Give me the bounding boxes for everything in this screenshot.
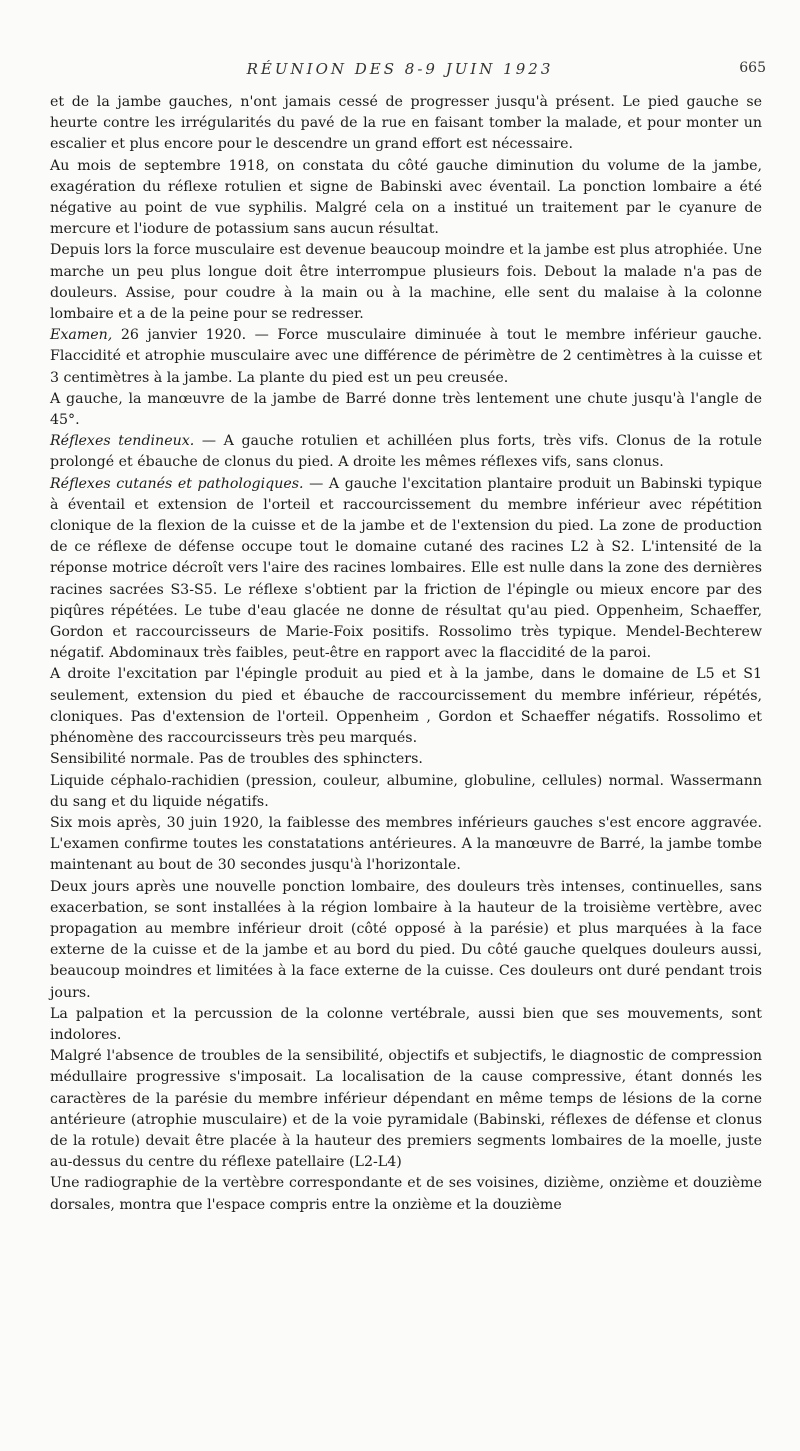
paragraph: Malgré l'absence de troubles de la sensibilité, objectifs et subjectifs, le diagnostic de compression médullaire progressive s'imposait. La localisation de la cause compressive, étant donnés les caractères de la parésie du membre inférieur dépendant en même temps de lésions de la corne antérieure (atrophie musculaire) et de la voie pyramidale (Babinski, réflexes de défense et clonus de la rotule) devait être placée à la hauteur des premiers segments lombaires de la moelle, juste au-dessus du centre du réflexe patellaire (L2-L4) bbox=[50, 1048, 762, 1171]
paragraph: Deux jours après une nouvelle ponction lombaire, des douleurs très intenses, continuelles, sans exacerbation, se sont installées à la région lombaire à la hauteur de la troisième vertèbre, avec propagation au membre inférieur droit (côté opposé à la parésie) et plus marquées à la face externe de la cuisse et de la jambe et au bord du pied. Du côté gauche quelques douleurs aussi, beaucoup moindres et limitées à la face externe de la cuisse. Ces douleurs ont duré pendant trois jours. bbox=[50, 878, 762, 1001]
paragraph: Réflexes tendineux. — A gauche rotulien et achilléen plus forts, très vifs. Clonus de la rotule prolongé et ébauche de clonus du pied. A droite les mêmes réflexes vifs, sans clonus. bbox=[50, 433, 762, 471]
paragraph: A gauche, la manœuvre de la jambe de Barré donne très lentement une chute jusqu'à l'angle de 45°. bbox=[50, 390, 762, 429]
paragraph: Depuis lors la force musculaire est devenue beaucoup moindre et la jambe est plus atrophiée. Une marche un peu plus longue doit être interrompue plusieurs fois. Debout la malade n'a pas de douleurs. Assise, pour coudre à la main ou à la machine, elle sent du malaise à la colonne lombaire et a de la peine pour se redresser. bbox=[50, 242, 762, 323]
paragraph: Au mois de septembre 1918, on constata du côté gauche diminution du volume de la jambe, exagération du réflexe rotulien et signe de Babinski avec éventail. La ponction lombaire a été négative au point de vue syphilis. Malgré cela on a institué un traitement par le cyanure de mercure et l'iodure de potassium sans aucun résultat. bbox=[50, 157, 762, 238]
paragraph: Six mois après, 30 juin 1920, la faiblesse des membres inférieurs gauches s'est encore aggravée. L'examen confirme toutes les constatations antérieures. A la manœuvre de Barré, la jambe tombe maintenant au bout de 30 secondes jusqu'à l'horizontale. bbox=[50, 814, 762, 874]
paragraph: Réflexes cutanés et pathologiques. — A gauche l'excitation plantaire produit un Babinski typique à éventail et extension de l'orteil et raccourcissement du membre inférieur avec répétition clonique de la flexion de la cuisse et de la jambe et de l'extension du pied. La zone de production de ce réflexe de défense occupe tout le domaine cutané des racines L2 à S2. L'intensité de la réponse motrice décroît vers l'aire des racines lombaires. Elle est nulle dans la zone des dernières racines sacrées S3-S5. Le réflexe s'obtient par la friction de l'épingle ou mieux encore par des piqûres répétées. Le tube d'eau glacée ne donne de résultat qu'au pied. Oppenheim, Schaeffer, Gordon et raccourcisseurs de Marie-Foix positifs. Rossolimo très typique. Mendel-Bechterew négatif. Abdominaux très faibles, peut-être en rapport avec la flaccidité de la paroi. bbox=[50, 475, 763, 662]
page-header bbox=[0, 60, 800, 84]
paragraph-lead: Examen, bbox=[50, 327, 113, 344]
running-title: RÉUNION DES 8-9 JUIN 1923 bbox=[246, 60, 554, 78]
paragraph-lead: Réflexes cutanés et pathologiques. bbox=[50, 475, 304, 492]
paragraph: Sensibilité normale. Pas de troubles des sphincters. bbox=[50, 751, 423, 768]
paragraph: et de la jambe gauches, n'ont jamais cessé de progresser jusqu'à présent. Le pied gauche se heurte contre les irrégularités du pavé de la rue en faisant tomber la malade, et pour monter un escalier et plus encore pour le descendre un grand effort est nécessaire. bbox=[50, 94, 762, 153]
paragraph: La palpation et la percussion de la colonne vertébrale, aussi bien que ses mouvements, sont indolores. bbox=[50, 1005, 762, 1043]
paragraph-lead: Réflexes tendineux. bbox=[50, 433, 195, 450]
body-text bbox=[50, 92, 762, 1216]
paragraph: A droite l'excitation par l'épingle produit au pied et à la jambe, dans le domaine de L5 et S1 seulement, extension du pied et ébauche de raccourcissement du membre inférieur, répétés, cloniques. Pas d'extension de l'orteil. Oppenheim , Gordon et Schaeffer négatifs. Rossolimo et phénomène des raccourcisseurs très peu marqués. bbox=[50, 666, 762, 747]
paragraph: Examen, 26 janvier 1920. — Force musculaire diminuée à tout le membre inférieur gauche. Flaccidité et atrophie musculaire avec une différence de périmètre de 2 centimètres à la cuisse et 3 centimètres à la jambe. La plante du pied est un peu creusée. bbox=[50, 327, 762, 386]
paragraph: Liquide céphalo-rachidien (pression, couleur, albumine, globuline, cellules) normal. Wassermann du sang et du liquide négatifs. bbox=[50, 772, 762, 810]
paragraph: Une radiographie de la vertèbre correspondante et de ses voisines, dizième, onzième et douzième dorsales, montra que l'espace compris entre la onzième et la douzième bbox=[50, 1175, 762, 1213]
page-number: 665 bbox=[739, 60, 766, 76]
